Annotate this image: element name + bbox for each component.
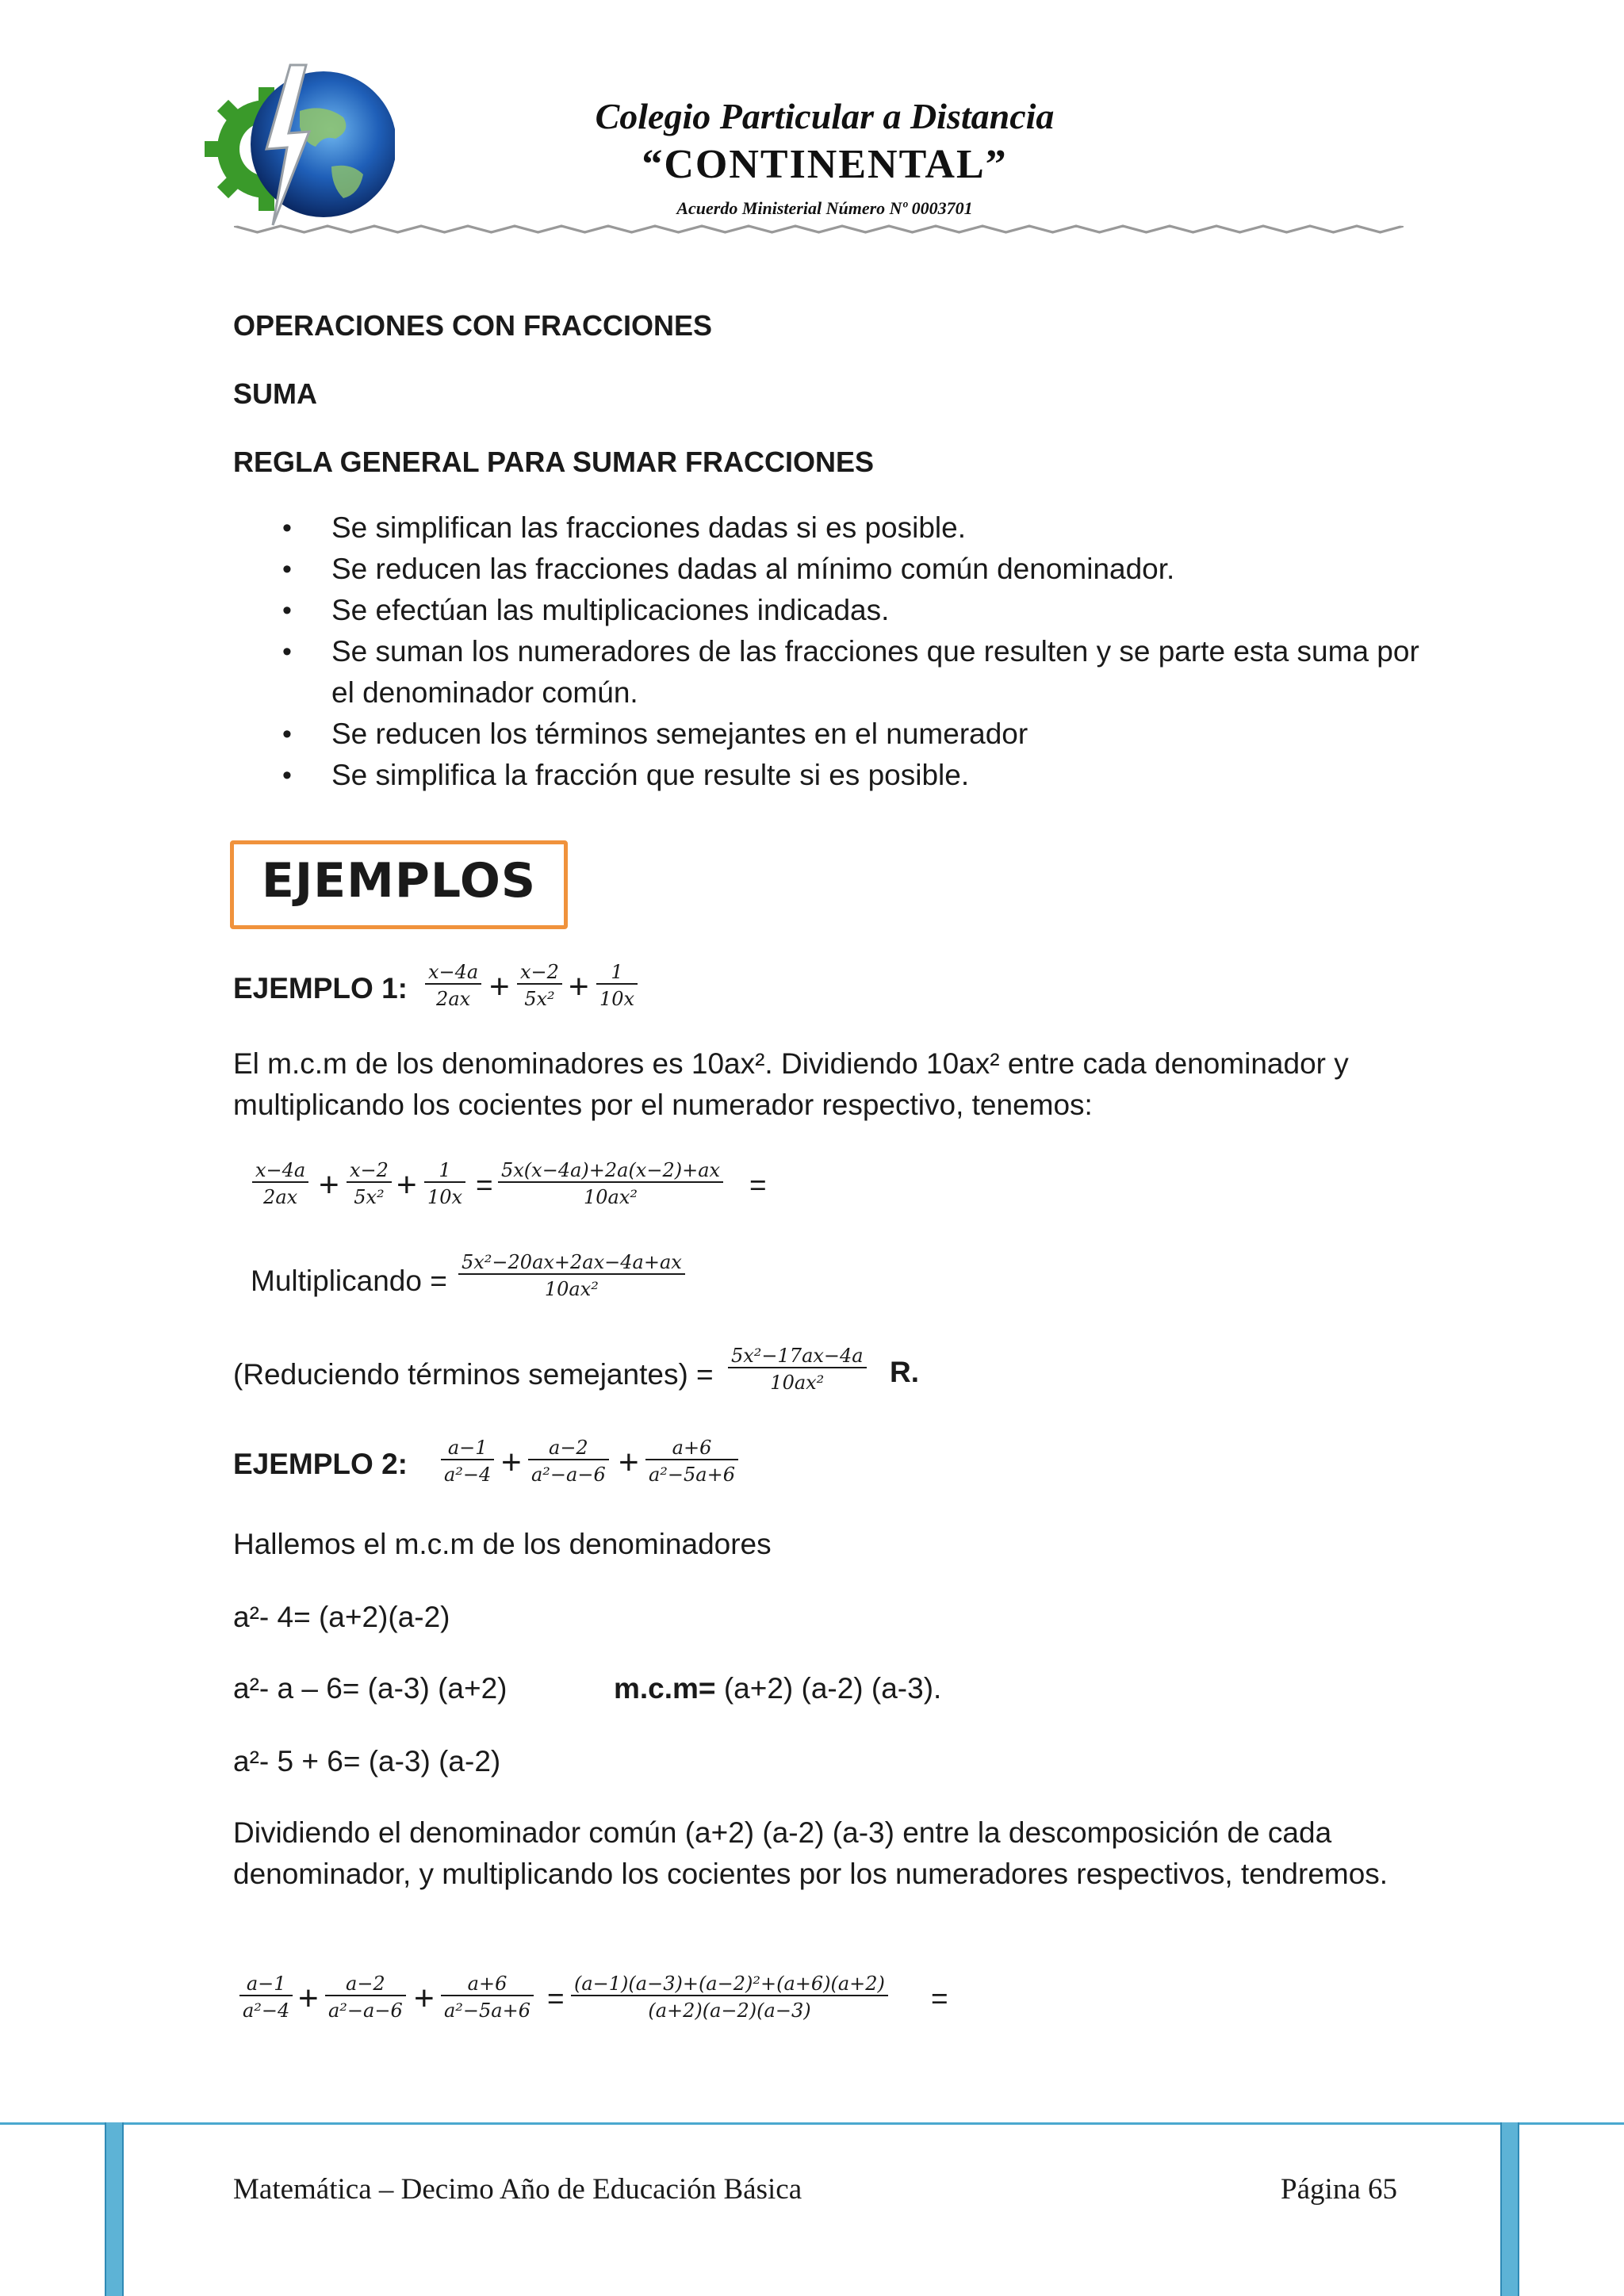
- footer-course: Matemática – Decimo Año de Educación Básica: [233, 2173, 802, 2206]
- plus-sign: +: [619, 1443, 639, 1482]
- rules-list: [233, 507, 1423, 796]
- list-item: • Se reducen las fracciones dadas al mínimo común denominador.: [233, 549, 1423, 590]
- list-item: • Se efectúan las multiplicaciones indicadas.: [233, 590, 1423, 631]
- example1-step1-fraction-1: $\frac{x-4a}{2ax}$: [252, 1159, 308, 1208]
- list-item: • Se reducen los términos semejantes en el numerador: [233, 714, 1423, 755]
- example1-step2-result: $\frac{\text{5x²−20ax+2ax−4a+ax}}{\text{10ax²}}$: [458, 1251, 685, 1300]
- multiply-label: Multiplicando =: [251, 1265, 447, 1297]
- example2-label: EJEMPLO 2:: [233, 1448, 408, 1480]
- list-item: • Se simplifica la fracción que resulte si es posible.: [233, 755, 1423, 796]
- section-title: OPERACIONES CON FRACCIONES: [233, 309, 713, 342]
- equals-sign: =: [749, 1169, 767, 1201]
- plus-sign: +: [489, 967, 510, 1006]
- examples-title: EJEMPLOS: [261, 853, 537, 909]
- ministerial-agreement: Acuerdo Ministerial Número Nº 0003701: [676, 198, 973, 218]
- school-logo: [205, 55, 395, 246]
- factor-line-2: a²- a – 6= (a-3) (a+2): [233, 1672, 508, 1705]
- factor-line-3: a²- 5 + 6= (a-3) (a-2): [233, 1745, 501, 1777]
- example1-step1-fraction-2: $\frac{x-2}{\text{5x²}}$: [347, 1159, 392, 1208]
- mcm-line: [614, 1668, 1169, 1709]
- equals-sign: =: [547, 1982, 565, 2015]
- result-marker: R.: [890, 1356, 919, 1388]
- section-subtitle: SUMA: [233, 377, 317, 410]
- plus-sign: +: [298, 1979, 319, 2018]
- example1-fraction-2: $\frac{x-2}{\text{5x²}}$: [517, 961, 562, 1010]
- page-number: Página 65: [1281, 2173, 1397, 2206]
- mcm-value: (a+2) (a-2) (a-3).: [715, 1672, 942, 1705]
- example2-intro: Hallemos el m.c.m de los denominadores: [233, 1528, 772, 1560]
- example2-explanation: Dividiendo el denominador común (a+2) (a-2) (a-3) entre la descomposición de cada denominador, y multiplicando los cocientes por los numeradores respectivos, tendremos.: [233, 1816, 1388, 1890]
- example2-fraction-2: $\frac{a-2}{\text{a²−a−6}}$: [528, 1437, 609, 1486]
- equals-sign: =: [476, 1169, 493, 1201]
- rule-heading: REGLA GENERAL PARA SUMAR FRACCIONES: [233, 446, 875, 478]
- reduce-label: (Reduciendo términos semejantes) =: [233, 1358, 714, 1391]
- footer-accent-bar-left: [105, 2122, 124, 2296]
- example1-fraction-3: $\frac{1}{10x}$: [596, 961, 638, 1010]
- plus-sign: +: [414, 1979, 435, 2018]
- example1-explanation: El m.c.m de los denominadores es 10ax². Dividiendo 10ax² entre cada denominador y multiplicando los cocientes por el numerador respectivo, tenemos:: [233, 1047, 1349, 1121]
- list-item: • Se suman los numeradores de las fracciones que resulten y se parte esta suma por el denominador común.: [233, 631, 1423, 714]
- example1-step1-fraction-3: $\frac{1}{10x}$: [424, 1159, 465, 1208]
- footer-accent-bar-right: [1500, 2122, 1519, 2296]
- equals-sign: =: [931, 1982, 948, 2015]
- plus-sign: +: [569, 967, 589, 1006]
- example2-fraction-1: $\frac{a-1}{\text{a²−4}}$: [441, 1437, 494, 1486]
- plus-sign: +: [501, 1443, 522, 1482]
- example2-step1-fraction-1: $\frac{a-1}{\text{a²−4}}$: [239, 1973, 293, 2022]
- plus-sign: +: [396, 1165, 417, 1204]
- header-divider: [234, 224, 1404, 235]
- plus-sign: +: [319, 1165, 339, 1204]
- example2-fraction-3: $\frac{a+6}{\text{a²−5a+6}}$: [645, 1437, 738, 1486]
- example1-fraction-1: $\frac{x-4a}{2ax}$: [425, 961, 481, 1010]
- list-item: • Se simplifican las fracciones dadas si es posible.: [233, 507, 1423, 549]
- footer-divider: [0, 2122, 1624, 2125]
- school-brand: “CONTINENTAL”: [642, 142, 1008, 187]
- factor-line-1: a²- 4= (a+2)(a-2): [233, 1601, 450, 1633]
- school-name: Colegio Particular a Distancia: [595, 96, 1055, 136]
- example2-step1-result: $\frac{\text{(a−1)(a−3)+(a−2)²+(a+6)(a+2)}}{(a+2)(a-2)(a-3)}$: [571, 1973, 888, 2022]
- mcm-label: m.c.m=: [614, 1672, 716, 1705]
- example1-step3-result: $\frac{\text{5x²−17ax−4a}}{\text{10ax²}}$: [728, 1345, 867, 1394]
- example1-step1-result: $\frac{5x(x-4a)+2a(x-2)+ax}{\text{10ax²}}$: [498, 1159, 723, 1208]
- example2-step1-fraction-3: $\frac{a+6}{\text{a²−5a+6}}$: [441, 1973, 534, 2022]
- example2-step1-fraction-2: $\frac{a-2}{\text{a²−a−6}}$: [325, 1973, 406, 2022]
- example1-label: EJEMPLO 1:: [233, 972, 408, 1004]
